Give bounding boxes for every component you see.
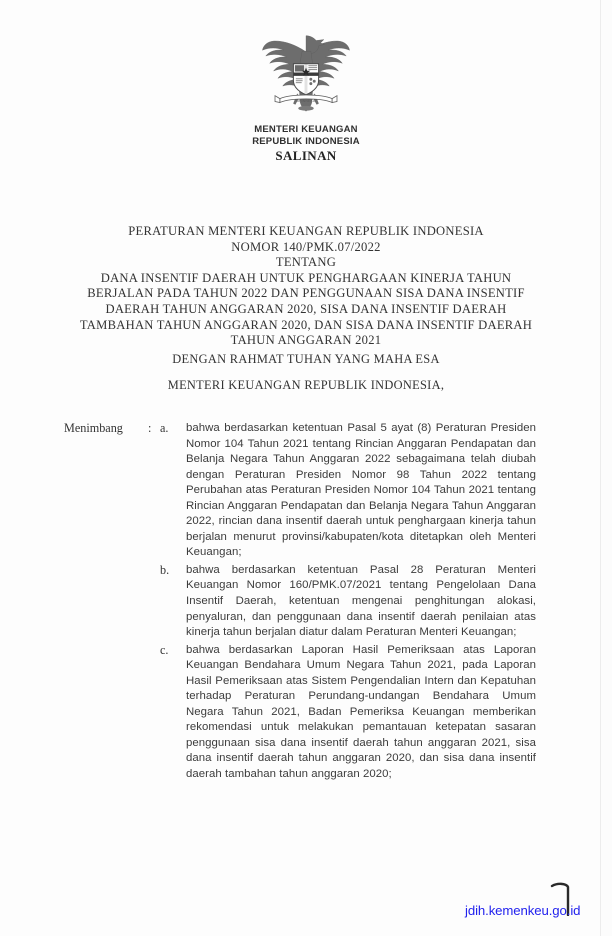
title-line: PERATURAN MENTERI KEUANGAN REPUBLIK INDONESIA (128, 224, 484, 238)
title-line: TAHUN ANGGARAN 2021 (230, 333, 382, 348)
copy-mark: SALINAN (275, 148, 337, 163)
item-text: bahwa berdasarkan ketentuan Pasal 28 Peraturan Menteri Keuangan Nomor 160/PMK.07/2021 tentang Pengelolaan Dana Insentif Daerah, ketentuan mengenai penghitungan alokasi, penyaluran, dan penggunaan dana insentif daerah penilaian atas kinerja tahun berjalan diatur dalam Peraturan Menteri Keuangan; (186, 563, 536, 639)
title-line: TENTANG (275, 255, 337, 270)
title-line: TAMBAHAN TAHUN ANGGARAN 2020, DAN SISA DANA INSENTIF DAERAH (79, 317, 533, 332)
regulation-title (56, 224, 556, 349)
masthead (0, 26, 612, 164)
considering-colon: : (148, 421, 152, 435)
authority-line: MENTERI KEUANGAN REPUBLIK INDONESIA, (167, 378, 445, 392)
blessing-line: DENGAN RAHMAT TUHAN YANG MAHA ESA (172, 352, 440, 366)
considering-section (64, 421, 536, 785)
item-marker: a. (160, 421, 169, 435)
ministry-line-1: MENTERI KEUANGAN (254, 124, 358, 135)
item-text: bahwa berdasarkan Laporan Hasil Pemeriksaan atas Laporan Keuangan Bendahara Umum Negara Tahun 2021, pada Laporan Hasil Pemeriksaan atas Sistem Pengendalian Intern dan Kepatuhan terhadap Peraturan Perundang-undangan Bendahara Umum Negara Tahun 2021, Badan Pemeriksa Keuangan memberikan rekomendasi untuk melakukan pemantauan ketepatan sasaran penggunaan sisa dana insentif daerah tahun anggaran 2021, sisa dana insentif daerah tahun anggaran 2020, dan sisa dana insentif daerah tambahan tahun anggaran 2020; (186, 643, 536, 781)
item-marker: b. (160, 562, 170, 577)
considering-item (64, 563, 536, 641)
item-marker: c. (160, 642, 169, 657)
svg-text:BHINNEKA: BHINNEKA (296, 99, 316, 104)
considering-item (64, 421, 536, 561)
considering-label: Menimbang (64, 421, 123, 435)
title-line: NOMOR 140/PMK.07/2022 (231, 239, 381, 254)
item-text: bahwa berdasarkan ketentuan Pasal 5 ayat (8) Peraturan Presiden Nomor 104 Tahun 2021 tentang Rincian Anggaran Pendapatan dan Belanja Negara Tahun Anggaran 2022 sebagaimana telah diubah dengan Peraturan Presiden Nomor 98 Tahun 2022 tentang Perubahan atas Peraturan Presiden Nomor 104 Tahun 2021 tentang Rincian Anggaran Pendapatan dan Belanja Negara Tahun Anggaran 2022, rincian dana insentif daerah untuk penghargaan kinerja tahun berjalan menurut provinsi/kabupaten/kota ditetapkan oleh Menteri Keuangan; (186, 422, 536, 559)
ministry-line-2: REPUBLIK INDONESIA (252, 135, 360, 147)
considering-item (64, 643, 536, 783)
title-line: BERJALAN PADA TAHUN 2022 DAN PENGGUNAAN SISA DANA INSENTIF (87, 286, 525, 301)
garuda-pancasila-emblem (257, 26, 355, 118)
jdih-watermark[interactable]: jdih.kemenkeu.go.id (465, 903, 581, 918)
title-line: DAERAH TAHUN ANGGARAN 2020, SISA DANA INSENTIF DAERAH (105, 301, 507, 316)
title-line: DANA INSENTIF DAERAH UNTUK PENGHARGAAN KINERJA TAHUN (100, 270, 512, 285)
